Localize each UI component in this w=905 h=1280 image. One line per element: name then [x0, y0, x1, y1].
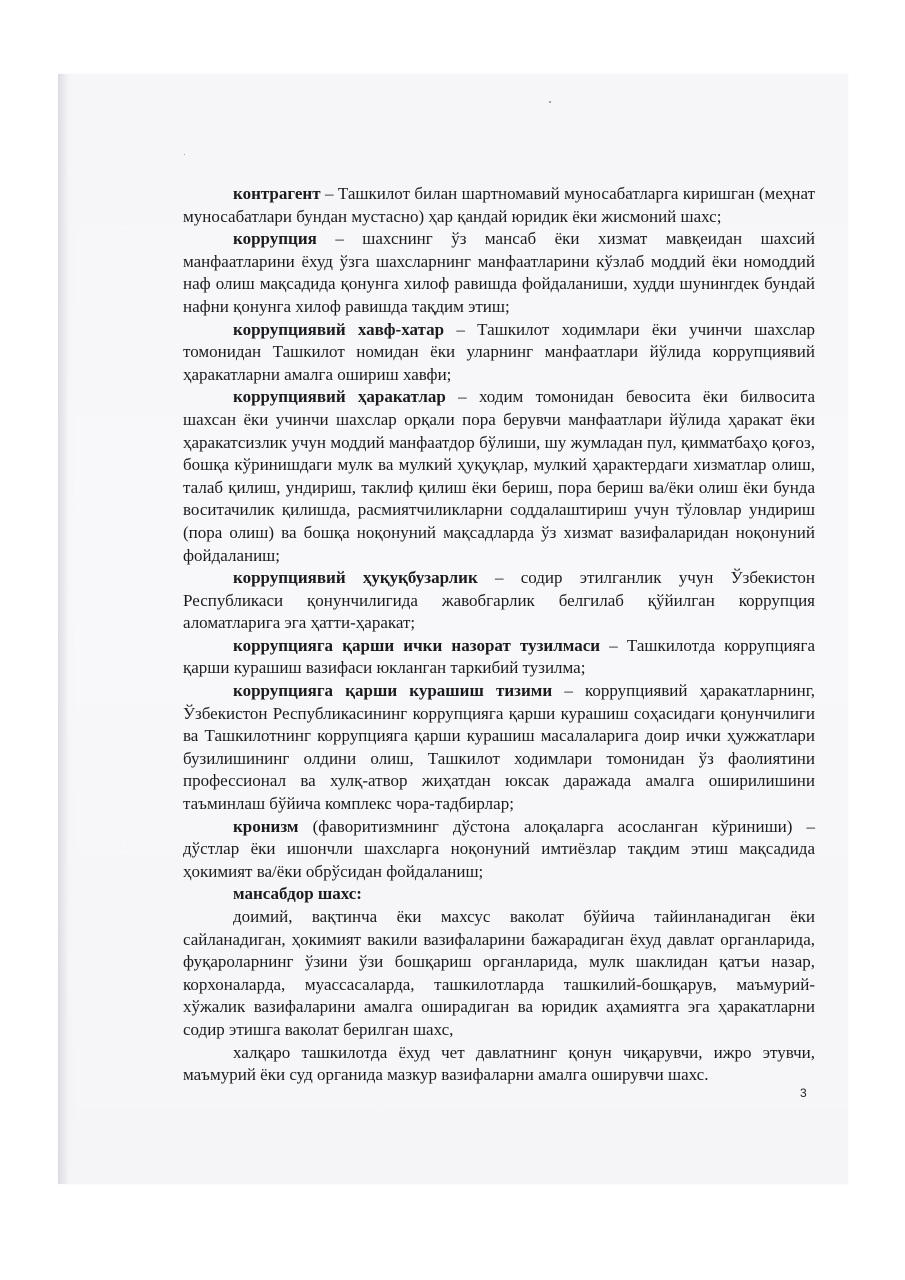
- definition-term: коррупциявий ҳуқуқбузарлик: [233, 568, 478, 588]
- definition-text: (фаворитизмнинг дўстона алоқаларга асосланган кўриниши) – дўстлар ёки ишончли шахсларга ноқонуний имтиёзлар тақдим этиш мақсадида ҳокимият ва/ёки обрўсидан фойдаланиш;: [183, 816, 815, 881]
- definition-term: коррупциявий ҳаракатлар: [233, 387, 446, 407]
- document-body: [183, 183, 815, 1087]
- definition-term: коррупцияга қарши курашиш тизими: [233, 681, 553, 701]
- definition-paragraph: [183, 680, 815, 816]
- definition-paragraph: [183, 816, 815, 884]
- definition-term: коррупциявий хавф-хатар: [233, 319, 445, 339]
- definition-text: – содир этилганлик учун Ўзбекистон Республикаси қонунчилигида жавобгарлик белгилаб қўйилган коррупция аломатларига эга ҳатти-ҳаракат;: [183, 568, 815, 633]
- page-number: 3: [800, 1086, 807, 1100]
- definition-text: – Ташкилотда коррупцияга қарши курашиш вазифаси юкланган таркибий тузилма;: [183, 635, 815, 678]
- definition-text: доимий, вақтинча ёки махсус ваколат бўйича тайинланадиган ёки сайланадиган, ҳокимият вакили вазифаларини бажарадиган ёхуд давлат органларида, фуқароларнинг ўзини ўзи бошқариш органларида, мулк шаклидан қатъи назар, корхоналарда, муассасаларда, ташкилотларда ташкилий-бошқарув, маъмурий-хўжалик вазифаларини амалга оширадиган ва юридик аҳамиятга эга ҳаракатларни содир этишга ваколат берилган шахс,: [183, 907, 815, 1039]
- definition-paragraph: [183, 906, 815, 1042]
- definition-text: – коррупциявий ҳаракатларнинг, Ўзбекистон Республикасининг коррупцияга қарши курашиш соҳасидаги қонунчилиги ва Ташкилотнинг коррупцияга қарши курашиш масалаларига доир ички ҳужжатлари бузилишининг олдини олиш, Ташкилот ходимлари томонидан ўз фаолиятини профессионал ва хулқ-атвор жиҳатдан юксак даражада амалга оширилишини таъминлаш бўйича комплекс чора-тадбирлар;: [183, 681, 816, 814]
- definition-text: халқаро ташкилотда ёхуд чет давлатнинг қонун чиқарувчи, ижро этувчи, маъмурий ёки суд органида мазкур вазифаларни амалга оширувчи шахс.: [183, 1042, 815, 1085]
- definition-term: коррупцияга қарши ички назорат тузилмаси: [233, 635, 601, 655]
- definition-text: – Ташкилот ходимлари ёки учинчи шахслар томонидан Ташкилот номидан ёки уларнинг манфаатлари йўлида коррупциявий ҳаракатларни амалга ошириш хавфи;: [183, 319, 815, 384]
- page-edge-shadow: [58, 74, 76, 1184]
- definition-text: – Ташкилот билан шартномавий муносабатларга киришган (меҳнат муносабатлари бундан мустасно) ҳар қандай юридик ёки жисмоний шахс;: [183, 184, 815, 226]
- definition-paragraph: [183, 635, 815, 680]
- definition-paragraph: [183, 183, 815, 228]
- definition-text: – ходим томонидан бевосита ёки билвосита шахсан ёки учинчи шахслар орқали пора берувчи манфаатлари йўлида ҳаракат ёки ҳаракатсизлик учун моддий манфаатдор бўлиши, шу жумладан пул, қимматбаҳо қоғоз, бошқа кўринишдаги мулк ва мулкий ҳуқуқлар, мулкий ҳарактердаги хизматлар олиш, талаб қилиш, ундириш, таклиф қилиш ёки бериш, пора бериш ва/ёки олиш ёки бунда воситачилик қилишда, расмиятчиликларни соддалаштириш учун тўловлар ундириш (пора олиш) ва бошқа ноқонуний мақсадларда ўз хизмат вазифаларидан ноқонуний фойдаланиш;: [183, 387, 815, 565]
- definition-term: кронизм: [233, 816, 299, 836]
- definition-paragraph: [183, 883, 815, 906]
- definition-term: коррупция: [233, 229, 317, 249]
- definition-paragraph: [183, 567, 815, 635]
- scan-speck: [549, 101, 551, 103]
- definition-paragraph: [183, 386, 815, 567]
- definition-term: мансабдор шахс:: [233, 884, 362, 904]
- definition-paragraph: [183, 1042, 815, 1087]
- definition-paragraph: [183, 228, 815, 318]
- definition-paragraph: [183, 319, 815, 387]
- definition-text: – шахснинг ўз мансаб ёки хизмат мавқеидан шахсий манфаатларини ёхуд ўзга шахсларнинг манфаатларини кўзлаб моддий ёки номоддий наф олиш мақсадида қонунга хилоф равишда фойдаланиши, худди шунингдек бундай нафни қонунга хилоф равишда тақдим этиш;: [183, 229, 815, 316]
- scan-speck: [184, 154, 185, 155]
- definition-term: контрагент: [233, 184, 321, 203]
